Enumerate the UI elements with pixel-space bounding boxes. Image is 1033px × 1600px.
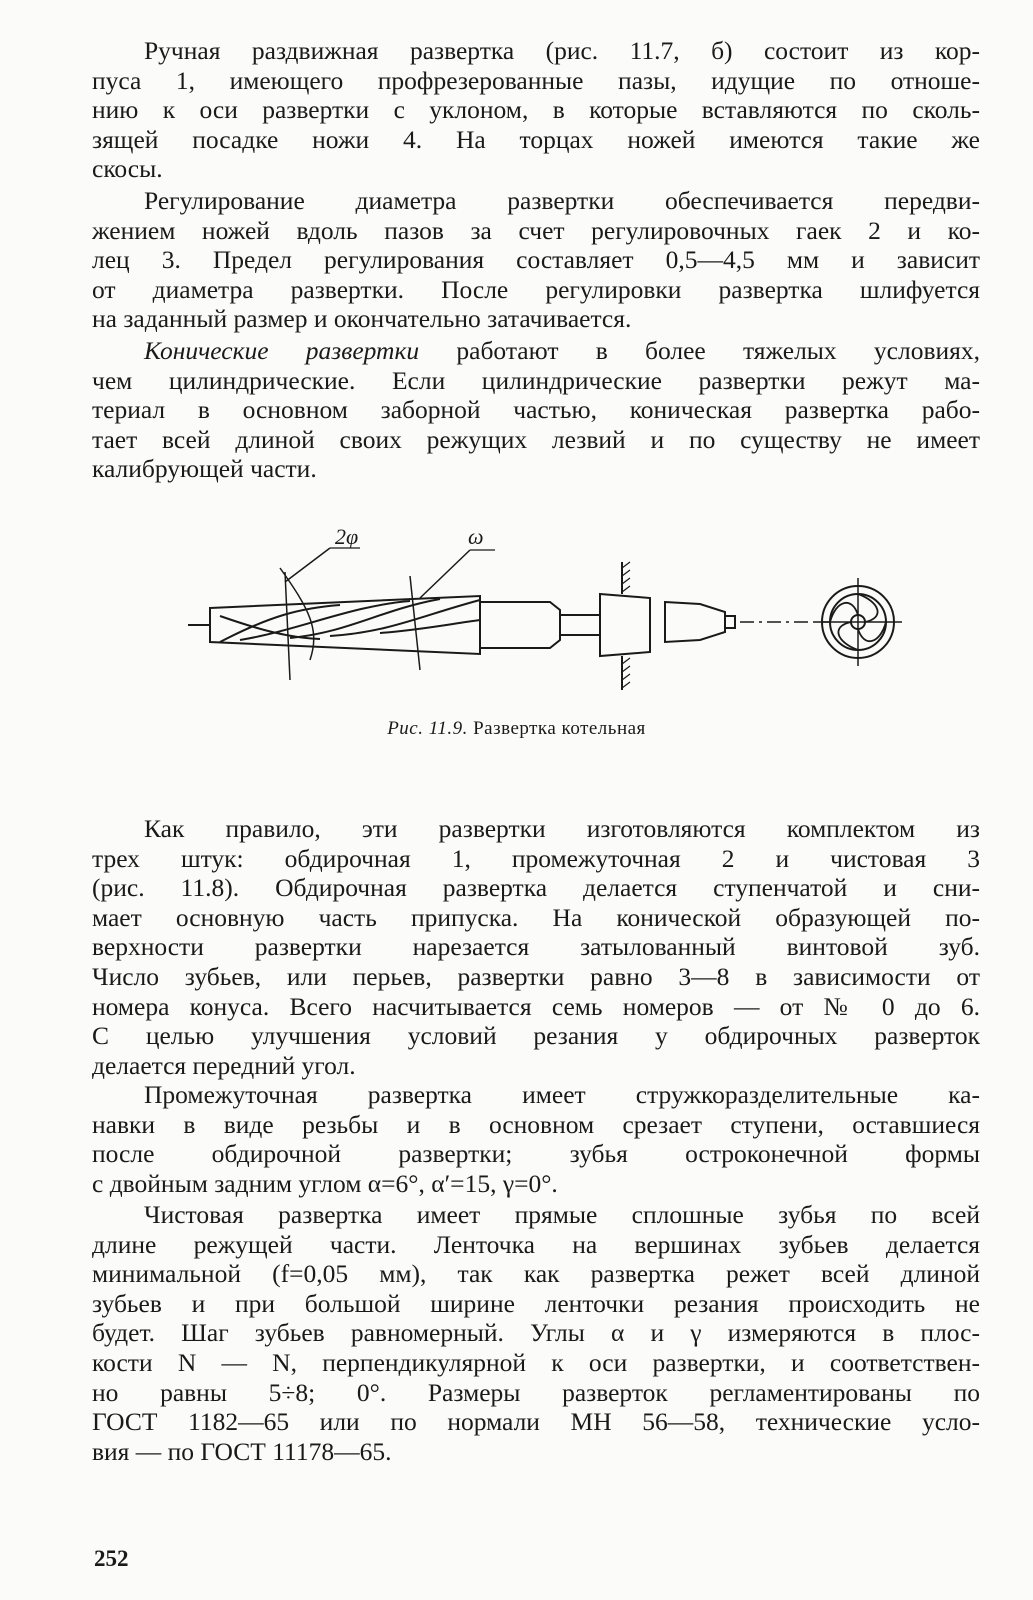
text-line: минимальной (f=0,05 мм), так как развертка режет всей длиной xyxy=(92,1259,980,1289)
text-line: пуса 1, имеющего профрезерованные пазы, идущие по отноше- xyxy=(92,65,980,95)
text-line: Промежуточная развертка имеет стружкоразделительные ка- xyxy=(144,1080,980,1109)
text-line: Регулирование диаметра развертки обеспечивается передви- xyxy=(144,186,980,215)
paragraph-3 xyxy=(92,336,980,484)
helix-leader xyxy=(410,576,420,670)
angle-pointer xyxy=(285,548,330,582)
tang xyxy=(665,602,725,642)
paragraph-5 xyxy=(92,1080,980,1198)
page-number: 252 xyxy=(94,1546,129,1571)
shank xyxy=(480,602,560,648)
text-line: зящей посадке ножи 4. На торцах ножей имеются такие же xyxy=(92,124,980,154)
omega-label: ω xyxy=(468,524,484,549)
caption-number: Рис. 11.9. xyxy=(387,718,468,739)
text-line: Чистовая развертка имеет прямые сплошные зубья по всей xyxy=(144,1200,980,1229)
text-line: чем цилиндрические. Если цилиндрические развертки режут ма- xyxy=(92,365,980,395)
text-line: трех штук: обдирочная 1, промежуточная 2 и чистовая 3 xyxy=(92,843,980,873)
text-run: работают в более тяжелых условиях, xyxy=(419,336,980,365)
text-line: С целью улучшения условий резания у обдирочных разверток xyxy=(92,1021,980,1051)
paragraph-4 xyxy=(92,814,980,1080)
text-line xyxy=(92,336,980,366)
neck xyxy=(560,615,600,635)
paragraph-1-text xyxy=(92,36,980,184)
paragraph-6 xyxy=(92,1200,980,1466)
text-line: но равны 5÷8; 0°. Размеры разверток регламентированы по xyxy=(92,1377,980,1407)
text-line: делается передний угол. xyxy=(92,1050,356,1080)
text-line: мает основную часть припуска. На конической образующей по- xyxy=(92,902,980,932)
text-line: после обдирочной развертки; зубья остроконечной формы xyxy=(92,1139,980,1169)
text-line: ГОСТ 1182—65 или по нормали МН 56—58, технические усло- xyxy=(92,1407,980,1437)
text-line: зубьев и при большой ширине ленточки резания происходить не xyxy=(92,1288,980,1318)
text-line: на заданный размер и окончательно затачивается. xyxy=(92,304,632,334)
text-line: жением ножей вдоль пазов за счет регулировочных гаек 2 и ко- xyxy=(92,215,980,245)
text-line: вия — по ГОСТ 11178—65. xyxy=(92,1436,392,1466)
text-line: (рис. 11.8). Обдирочная развертка делается ступенчатой и сни- xyxy=(92,873,980,903)
text-line: калибрующей части. xyxy=(92,454,317,484)
figure-caption xyxy=(0,718,1033,740)
text-line: тает всей длиной своих режущих лезвий и по существу не имеет xyxy=(92,424,980,454)
text-line: от диаметра развертки. После регулировки развертка шлифуется xyxy=(92,274,980,304)
tang-tip xyxy=(725,616,735,628)
flute-line xyxy=(380,620,480,633)
text-line: кости N — N, перпендикулярной к оси развертки, и соответствен- xyxy=(92,1347,980,1377)
text-line: лец 3. Предел регулирования составляет 0,5—4,5 мм и зависит xyxy=(92,245,980,275)
helix-pointer xyxy=(420,550,470,598)
flute-line xyxy=(220,605,340,642)
text-line: Ручная раздвижная развертка (рис. 11.7, б) состоит из кор- xyxy=(144,36,980,65)
text-line: Число зубьев, или перьев, развертки равно 3—8 в зависимости от xyxy=(92,961,980,991)
text-line: навки в виде резьбы и в основном срезает ступени, оставшиеся xyxy=(92,1109,980,1139)
angle-label: 2φ xyxy=(335,524,359,549)
text-line: номера конуса. Всего насчитывается семь номеров — от № 0 до 6. xyxy=(92,991,980,1021)
text-line: длине режущей части. Ленточка на вершинах зубьев делается xyxy=(92,1229,980,1259)
text-line: териал в основном заборной частью, коническая развертка рабо- xyxy=(92,395,980,425)
reamer-drawing xyxy=(180,520,920,700)
text-line: нию к оси развертки с уклоном, в которые вставляются по сколь- xyxy=(92,95,980,125)
text-line: Как правило, эти развертки изготовляются комплектом из xyxy=(144,814,980,843)
paragraph-2 xyxy=(92,186,980,334)
text-line: будет. Шаг зубьев равномерный. Углы α и γ измеряются в плос- xyxy=(92,1318,980,1348)
text-line: с двойным задним углом α=6°, α′=15, γ=0°. xyxy=(92,1168,558,1198)
paragraph-1 xyxy=(92,36,980,184)
caption-text: Развертка котельная xyxy=(467,718,646,739)
angle-leader xyxy=(285,572,290,680)
taper-sleeve xyxy=(600,594,650,656)
italic-term: Конические развертки xyxy=(144,336,420,365)
text-line: скосы. xyxy=(92,154,163,184)
wall-hatching xyxy=(622,562,630,688)
text-line: верхности развертки нарезается затылованный винтовой зуб. xyxy=(92,932,980,962)
